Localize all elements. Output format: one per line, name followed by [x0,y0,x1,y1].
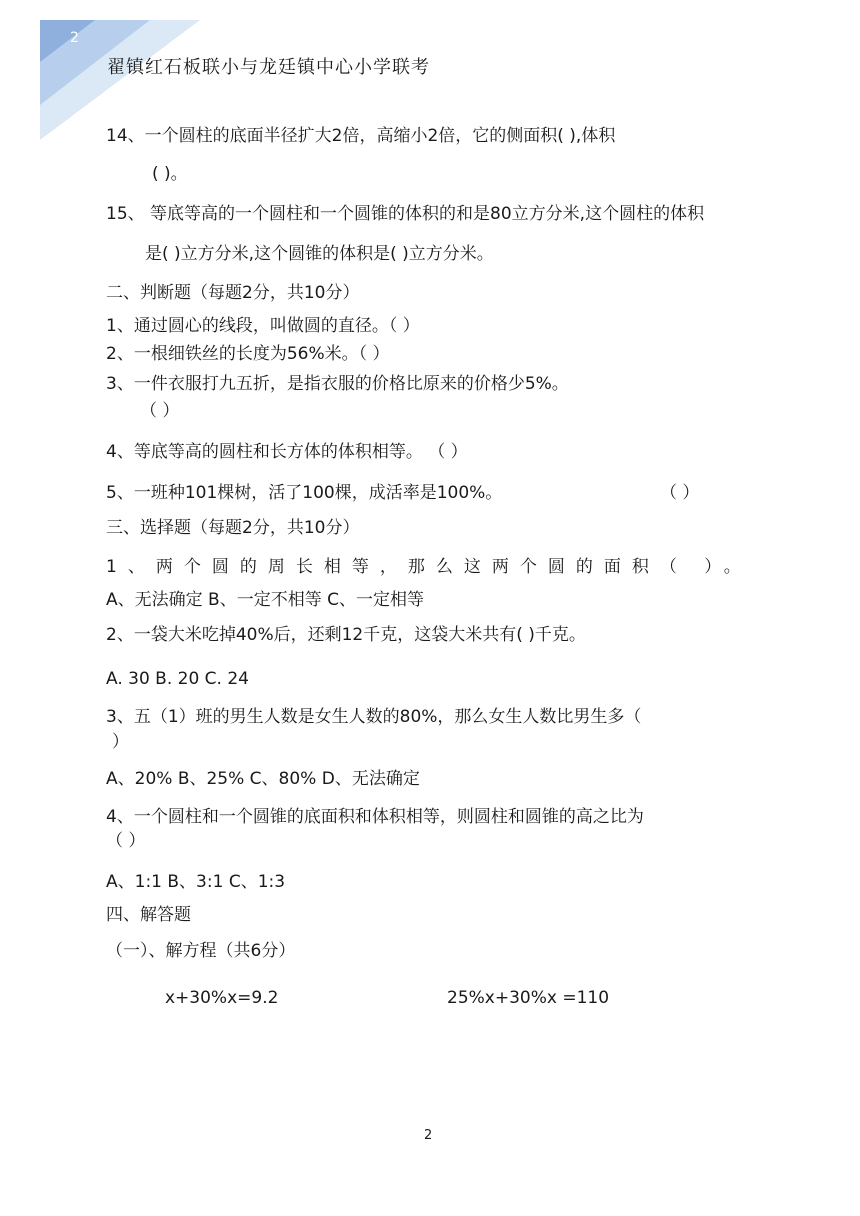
choice-item-3-options: A、20% B、25% C、80% D、无法确定 [106,769,420,789]
question-15-line-2: 是( )立方分米,这个圆锥的体积是( )立方分米。 [145,244,494,264]
choice-item-2: 2、一袋大米吃掉40%后，还剩12千克，这袋大米共有( )千克。 [106,625,586,645]
choice-item-3-line-1: 3、五（1）班的男生人数是女生人数的80%，那么女生人数比男生多（ [106,707,642,727]
judge-item-1: 1、通过圆心的线段，叫做圆的直径。（ ） [106,316,420,336]
choice-item-3-line-2: ） [112,732,129,752]
header-page-number: 2 [70,30,79,46]
choice-item-4-options: A、1:1 B、3:1 C、1:3 [106,872,286,892]
equation-1: x+30%x=9.2 [165,988,279,1008]
judge-item-2: 2、一根细铁丝的长度为56%米。（ ） [106,344,390,364]
question-14-line-1: 14、一个圆柱的底面半径扩大2倍，高缩小2倍，它的侧面积( ),体积 [106,126,616,146]
subsection-1-heading: （一）、解方程（共6分） [106,941,296,961]
equation-2: 25%x+30%x =110 [447,988,610,1008]
judge-item-5: 5、一班种101棵树，活了100棵，成活率是100%。 [106,483,503,503]
section-2-heading: 二、判断题（每题2分，共10分） [106,283,360,303]
footer-page-number: 2 [424,1128,433,1143]
choice-item-1-options: A、无法确定 B、一定不相等 C、一定相等 [106,590,424,610]
judge-item-3-line-2: （ ） [140,401,180,421]
choice-item-4-line-1: 4、一个圆柱和一个圆锥的底面积和体积相等，则圆柱和圆锥的高之比为 [106,807,644,827]
header-title: 翟镇红石板联小与龙廷镇中心小学联考 [107,57,430,78]
choice-item-1: 1、两个圆的周长相等，那么这两个圆的面积（ ）。 [106,557,752,577]
judge-item-5-blank: （ ） [660,483,700,503]
judge-item-3-line-1: 3、一件衣服打九五折，是指衣服的价格比原来的价格少5%。 [106,374,569,394]
section-3-heading: 三、选择题（每题2分，共10分） [106,518,360,538]
section-4-heading: 四、解答题 [106,905,191,925]
choice-item-2-options: A. 30 B. 20 C. 24 [106,669,249,689]
choice-item-4-line-2: （ ） [106,831,146,851]
judge-item-4: 4、等底等高的圆柱和长方体的体积相等。 （ ） [106,442,468,462]
question-15-line-1: 15、 等底等高的一个圆柱和一个圆锥的体积的和是80立方分米,这个圆柱的体积 [106,204,705,224]
question-14-line-2: ( )。 [152,164,188,184]
